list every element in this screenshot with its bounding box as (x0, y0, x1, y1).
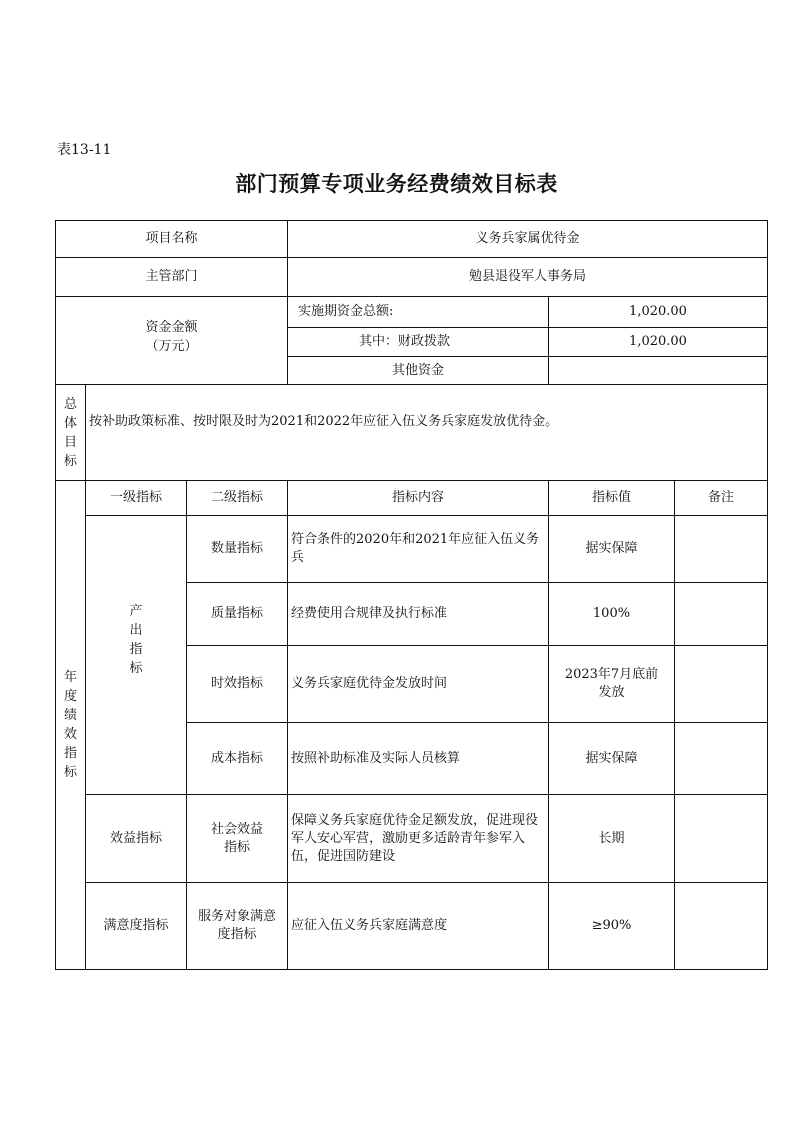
row-timeliness-level2: 时效指标 (186, 645, 288, 723)
benefit-level1: 效益指标 (85, 794, 187, 883)
row-quality-level2: 质量指标 (186, 582, 288, 646)
project-label: 项目名称 (55, 220, 288, 258)
header-value: 指标值 (548, 480, 675, 516)
row-quantity-level2: 数量指标 (186, 515, 288, 583)
satisfaction-note (674, 882, 768, 970)
department-label: 主管部门 (55, 257, 288, 297)
overall-goal-label (55, 384, 86, 481)
funds-fiscal-label: 其中：财政拨款 (287, 327, 549, 357)
funds-other-value (548, 356, 768, 385)
benefit-level2: 社会效益指标 (186, 794, 288, 883)
row-quality-note (674, 582, 768, 646)
row-quality-value: 100% (548, 582, 675, 646)
header-content: 指标内容 (287, 480, 549, 516)
funds-label-line1: 资金金额 (145, 319, 198, 335)
annual-label-char: 效 (63, 727, 77, 742)
header-level1: 一级指标 (85, 480, 187, 516)
benefit-note (674, 794, 768, 883)
row-timeliness-content: 义务兵家庭优待金发放时间 (287, 645, 549, 723)
satisfaction-level1: 满意度指标 (85, 882, 187, 970)
page-title: 部门预算专项业务经费绩效目标表 (235, 172, 558, 196)
funds-total-label: 实施期资金总额: (287, 296, 549, 328)
funds-label (55, 296, 288, 385)
satisfaction-value: ≥90% (548, 882, 675, 970)
overall-goal-char: 标 (63, 453, 77, 469)
annual-label-char: 指 (63, 746, 77, 761)
funds-label-line2: （万元） (145, 338, 198, 354)
funds-fiscal-value: 1,020.00 (548, 327, 768, 357)
row-cost-note (674, 722, 768, 795)
annual-indicators-label (55, 480, 86, 970)
overall-goal-char: 目 (63, 434, 77, 450)
overall-goal-char: 总 (63, 396, 77, 412)
benefit-value: 长期 (548, 794, 675, 883)
funds-total-value: 1,020.00 (548, 296, 768, 328)
row-quantity-content: 符合条件的2020年和2021年应征入伍义务兵 (287, 515, 549, 583)
header-level2: 二级指标 (186, 480, 288, 516)
output-label-char: 标 (129, 661, 143, 676)
table-number: 表13-11 (57, 142, 112, 158)
row-cost-value: 据实保障 (548, 722, 675, 795)
satisfaction-level2: 服务对象满意度指标 (186, 882, 288, 970)
output-label-char: 指 (129, 642, 143, 657)
row-timeliness-value: 2023年7月底前发放 (548, 645, 675, 723)
benefit-content: 保障义务兵家庭优待金足额发放，促进现役军人安心军营，激励更多适龄青年参军入伍，促进国防建设 (287, 794, 549, 883)
annual-label-char: 标 (63, 765, 77, 780)
satisfaction-content: 应征入伍义务兵家庭满意度 (287, 882, 549, 970)
output-label-char: 出 (129, 623, 143, 638)
overall-goal-text: 按补助政策标准、按时限及时为2021和2022年应征入伍义务兵家庭发放优待金。 (85, 384, 768, 481)
department-value: 勉县退役军人事务局 (287, 257, 768, 297)
header-note: 备注 (674, 480, 768, 516)
row-quantity-value: 据实保障 (548, 515, 675, 583)
row-timeliness-note (674, 645, 768, 723)
project-value: 义务兵家属优待金 (287, 220, 768, 258)
row-quantity-note (674, 515, 768, 583)
row-cost-level2: 成本指标 (186, 722, 288, 795)
funds-other-label: 其他资金 (287, 356, 549, 385)
annual-label-char: 年 (63, 670, 77, 685)
row-quality-content: 经费使用合规律及执行标准 (287, 582, 549, 646)
annual-label-char: 度 (63, 689, 77, 704)
output-indicators-label (85, 515, 187, 795)
overall-goal-char: 体 (63, 415, 77, 431)
output-label-char: 产 (129, 604, 143, 619)
annual-label-char: 绩 (63, 708, 77, 723)
row-cost-content: 按照补助标准及实际人员核算 (287, 722, 549, 795)
